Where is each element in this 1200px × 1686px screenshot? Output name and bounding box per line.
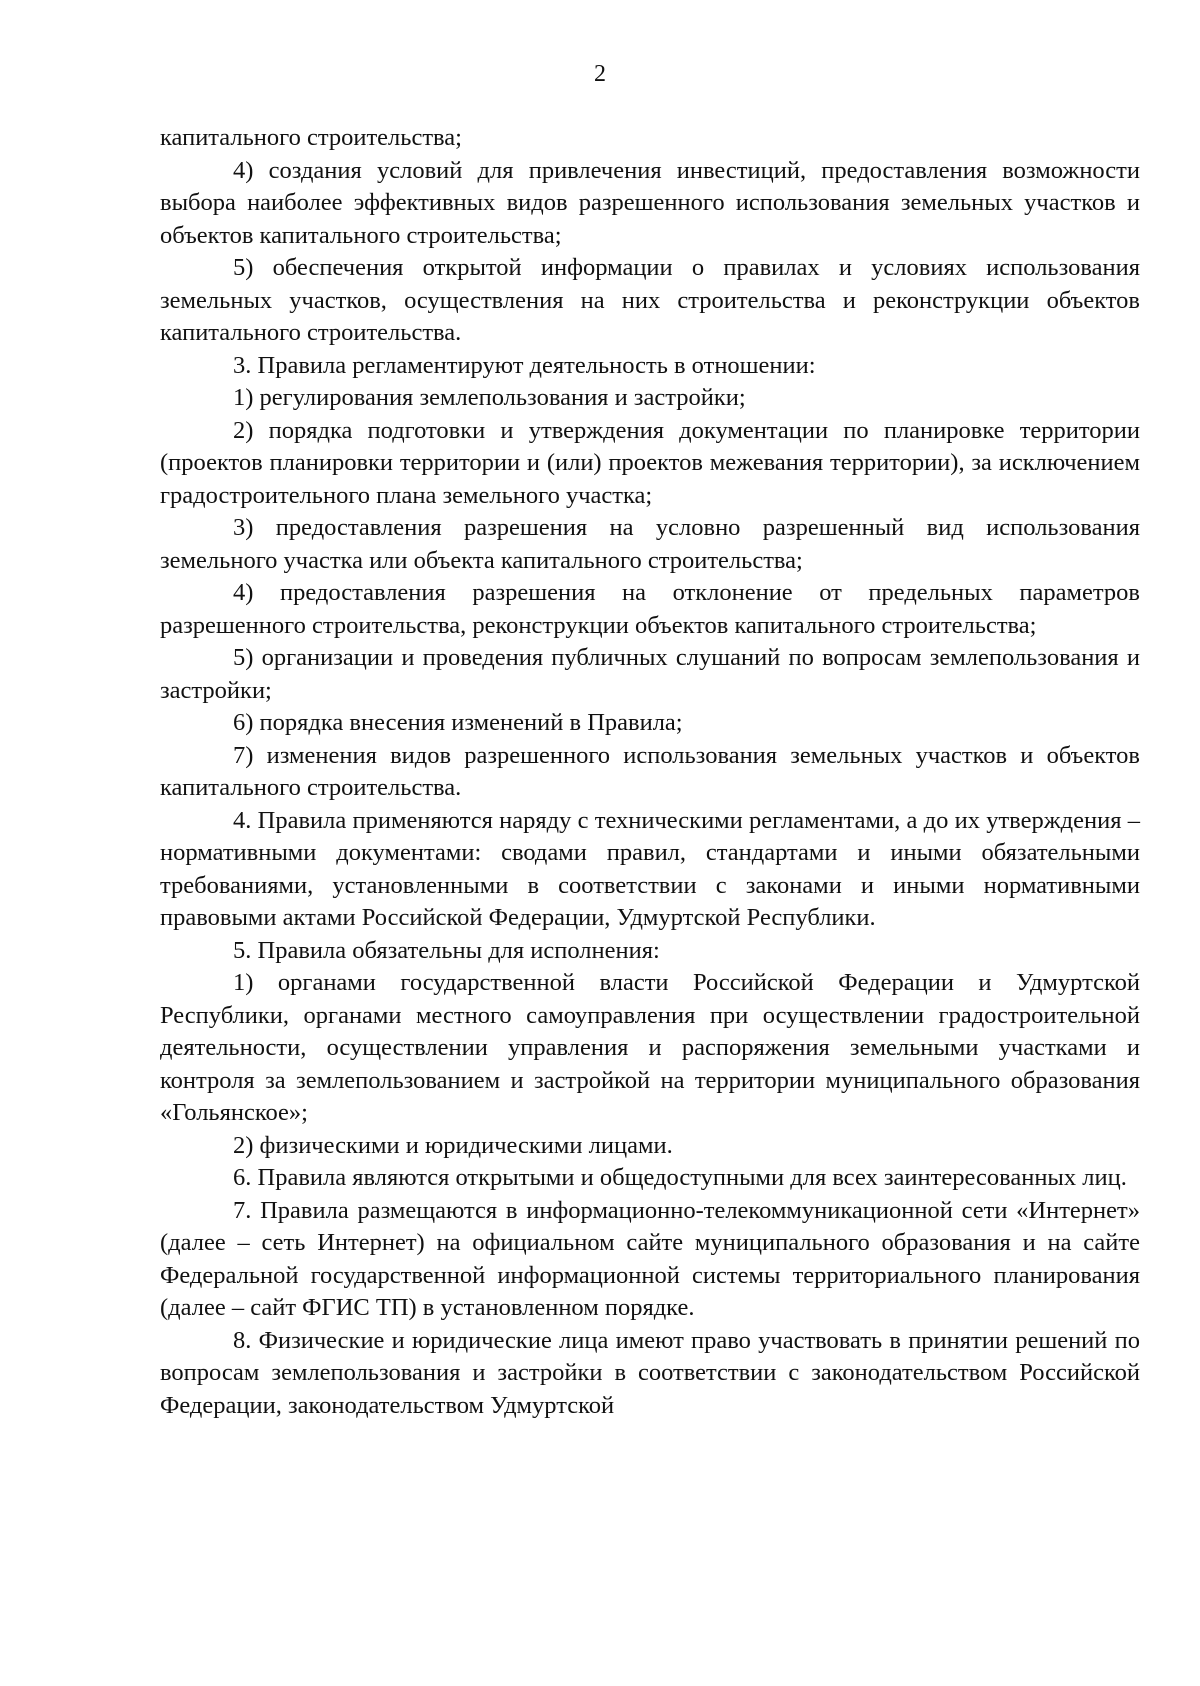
- paragraph: 1) органами государственной власти Российской Федерации и Удмуртской Республики, органами местного самоуправления при осуществлении градостроительной деятельности, осуществлении управления и распоряжения земельными участками и контроля за землепользованием и застройкой на территории муниципального образования «Гольянское»;: [160, 969, 1140, 1126]
- paragraph: 1) регулирования землепользования и застройки;: [233, 384, 746, 411]
- paragraph: 6) порядка внесения изменений в Правила;: [233, 709, 683, 736]
- paragraph: 2) порядка подготовки и утверждения документации по планировке территории (проектов планировки территории и (или) проектов межевания территории), за исключением градостроительного плана земельного участка;: [160, 416, 1140, 509]
- paragraph: 4) предоставления разрешения на отклонение от предельных параметров разрешенного строительства, реконструкции объектов капитального строительства;: [160, 579, 1140, 639]
- paragraph: 6. Правила являются открытыми и общедоступными для всех заинтересованных лиц.: [233, 1164, 1127, 1191]
- document-body: [160, 122, 1140, 1422]
- paragraph: 5) обеспечения открытой информации о правилах и условиях использования земельных участков, осуществления на них строительства и реконструкции объектов капитального строительства.: [160, 254, 1140, 346]
- paragraph: 5. Правила обязательны для исполнения:: [233, 936, 660, 964]
- paragraph: 8. Физические и юридические лица имеют право участвовать в принятии решений по вопросам землепользования и застройки в соответствии с законодательством Российской Федерации, законодательством Удмуртской: [160, 1326, 1140, 1419]
- paragraph: 4) создания условий для привлечения инвестиций, предоставления возможности выбора наиболее эффективных видов разрешенного использования земельных участков и объектов капитального строительства;: [160, 156, 1140, 249]
- paragraph: 2) физическими и юридическими лицами.: [233, 1131, 673, 1159]
- paragraph: 4. Правила применяются наряду с техническими регламентами, а до их утверждения – нормативными документами: сводами правил, стандартами и иными обязательными требованиями, установленными в соответствии с законами и иными нормативными правовыми актами Российской Федерации, Удмуртской Республики.: [160, 806, 1140, 931]
- paragraph: 5) организации и проведения публичных слушаний по вопросам землепользования и застройки;: [160, 644, 1140, 704]
- paragraph: 7. Правила размещаются в информационно-телекоммуникационной сети «Интернет» (далее – сеть Интернет) на официальном сайте муниципального образования и на сайте Федеральной государственной информационной системы территориального планирования (далее – сайт ФГИС ТП) в установленном порядке.: [160, 1196, 1140, 1321]
- paragraph: 3) предоставления разрешения на условно разрешенный вид использования земельного участка или объекта капитального строительства;: [160, 514, 1140, 574]
- paragraph: 7) изменения видов разрешенного использования земельных участков и объектов капитального строительства.: [160, 741, 1140, 801]
- paragraph: капитального строительства;: [160, 124, 462, 151]
- page-number: 2: [594, 61, 606, 87]
- paragraph: 3. Правила регламентируют деятельность в отношении:: [233, 351, 816, 379]
